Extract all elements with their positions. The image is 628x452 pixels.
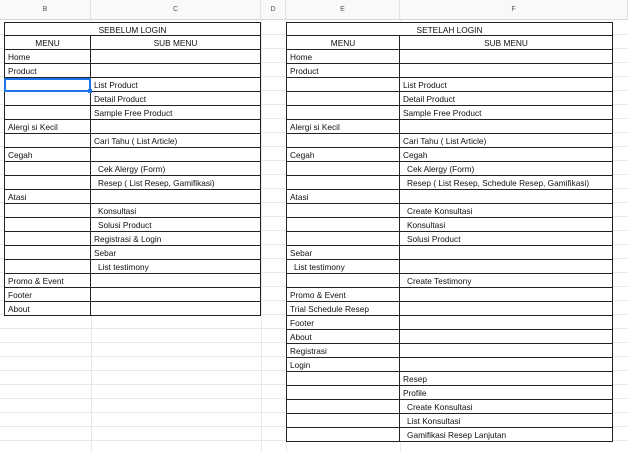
before-login-submenu-cell[interactable]: Sample Free Product bbox=[91, 106, 261, 120]
after-login-menu-cell[interactable]: Trial Schedule Resep bbox=[286, 302, 400, 316]
after-login-menu-cell[interactable] bbox=[286, 78, 400, 92]
after-login-submenu-cell[interactable]: List Konsultasi bbox=[400, 414, 613, 428]
column-header-c[interactable]: C bbox=[91, 0, 261, 20]
after-login-menu-cell[interactable] bbox=[286, 414, 400, 428]
before-login-submenu-cell[interactable]: List Product bbox=[91, 78, 261, 92]
column-header-b[interactable]: B bbox=[0, 0, 91, 20]
before-login-submenu-cell[interactable]: Solusi Product bbox=[91, 218, 261, 232]
after-login-menu-cell[interactable] bbox=[286, 204, 400, 218]
before-login-title[interactable]: SEBELUM LOGIN bbox=[4, 22, 261, 36]
before-login-menu-cell[interactable] bbox=[4, 246, 91, 260]
before-login-header-menu[interactable]: MENU bbox=[4, 36, 91, 50]
after-login-submenu-cell[interactable] bbox=[400, 316, 613, 330]
before-login-menu-cell[interactable]: Home bbox=[4, 50, 91, 64]
gridline bbox=[261, 20, 262, 452]
after-login-submenu-cell[interactable]: Konsultasi bbox=[400, 218, 613, 232]
column-header-f[interactable]: F bbox=[400, 0, 628, 20]
after-login-submenu-cell[interactable]: Detail Product bbox=[400, 92, 613, 106]
column-header-d[interactable]: D bbox=[261, 0, 286, 20]
before-login-submenu-cell[interactable] bbox=[91, 302, 261, 316]
after-login-menu-cell[interactable] bbox=[286, 176, 400, 190]
after-login-submenu-cell[interactable]: Cek Alergy (Form) bbox=[400, 162, 613, 176]
before-login-submenu-cell[interactable]: Cek Alergy (Form) bbox=[91, 162, 261, 176]
before-login-submenu-cell[interactable] bbox=[91, 50, 261, 64]
after-login-menu-cell[interactable] bbox=[286, 162, 400, 176]
after-login-menu-cell[interactable]: About bbox=[286, 330, 400, 344]
after-login-submenu-cell[interactable]: Cegah bbox=[400, 148, 613, 162]
before-login-header-submenu[interactable]: SUB MENU bbox=[91, 36, 261, 50]
after-login-submenu-cell[interactable] bbox=[400, 50, 613, 64]
before-login-submenu-cell[interactable]: Konsultasi bbox=[91, 204, 261, 218]
after-login-menu-cell[interactable]: Footer bbox=[286, 316, 400, 330]
after-login-submenu-cell[interactable]: Create Konsultasi bbox=[400, 400, 613, 414]
after-login-menu-cell[interactable]: Alergi si Kecil bbox=[286, 120, 400, 134]
after-login-submenu-cell[interactable] bbox=[400, 344, 613, 358]
after-login-menu-cell[interactable] bbox=[286, 92, 400, 106]
after-login-submenu-cell[interactable] bbox=[400, 64, 613, 78]
before-login-menu-cell[interactable]: Promo & Event bbox=[4, 274, 91, 288]
after-login-submenu-cell[interactable] bbox=[400, 120, 613, 134]
after-login-submenu-cell[interactable]: Create Testimony bbox=[400, 274, 613, 288]
after-login-menu-cell[interactable]: Cegah bbox=[286, 148, 400, 162]
before-login-submenu-cell[interactable] bbox=[91, 274, 261, 288]
after-login-menu-cell[interactable] bbox=[286, 372, 400, 386]
after-login-submenu-cell[interactable]: Cari Tahu ( List Article) bbox=[400, 134, 613, 148]
before-login-menu-cell[interactable]: Footer bbox=[4, 288, 91, 302]
after-login-menu-cell[interactable]: Product bbox=[286, 64, 400, 78]
after-login-header-submenu[interactable]: SUB MENU bbox=[400, 36, 613, 50]
after-login-submenu-cell[interactable] bbox=[400, 302, 613, 316]
after-login-submenu-cell[interactable]: List Product bbox=[400, 78, 613, 92]
before-login-menu-cell[interactable] bbox=[4, 176, 91, 190]
before-login-submenu-cell[interactable] bbox=[91, 148, 261, 162]
after-login-menu-cell[interactable] bbox=[286, 106, 400, 120]
after-login-menu-cell[interactable]: Promo & Event bbox=[286, 288, 400, 302]
fill-handle[interactable] bbox=[88, 89, 92, 93]
after-login-submenu-cell[interactable]: Profile bbox=[400, 386, 613, 400]
after-login-submenu-cell[interactable]: Create Konsultasi bbox=[400, 204, 613, 218]
before-login-submenu-cell[interactable] bbox=[91, 64, 261, 78]
after-login-title[interactable]: SETELAH LOGIN bbox=[286, 22, 613, 36]
before-login-menu-cell[interactable]: Cegah bbox=[4, 148, 91, 162]
after-login-menu-cell[interactable] bbox=[286, 218, 400, 232]
after-login-submenu-cell[interactable] bbox=[400, 260, 613, 274]
after-login-submenu-cell[interactable] bbox=[400, 190, 613, 204]
before-login-menu-cell[interactable]: Product bbox=[4, 64, 91, 78]
after-login-submenu-cell[interactable]: Solusi Product bbox=[400, 232, 613, 246]
after-login-menu-cell[interactable] bbox=[286, 428, 400, 442]
after-login-menu-cell[interactable]: Registrasi bbox=[286, 344, 400, 358]
selected-cell[interactable] bbox=[4, 78, 91, 92]
after-login-submenu-cell[interactable] bbox=[400, 246, 613, 260]
after-login-menu-cell[interactable]: Atasi bbox=[286, 190, 400, 204]
before-login-menu-cell[interactable]: Alergi si Kecil bbox=[4, 120, 91, 134]
after-login-menu-cell[interactable] bbox=[286, 386, 400, 400]
before-login-menu-cell[interactable] bbox=[4, 162, 91, 176]
before-login-submenu-cell[interactable]: Registrasi & Login bbox=[91, 232, 261, 246]
before-login-menu-cell[interactable] bbox=[4, 92, 91, 106]
after-login-submenu-cell[interactable]: Gamifikasi Resep Lanjutan bbox=[400, 428, 613, 442]
before-login-menu-cell[interactable] bbox=[4, 106, 91, 120]
before-login-submenu-cell[interactable]: Sebar bbox=[91, 246, 261, 260]
after-login-submenu-cell[interactable] bbox=[400, 358, 613, 372]
after-login-menu-cell[interactable]: List testimony bbox=[286, 260, 400, 274]
before-login-menu-cell[interactable] bbox=[4, 260, 91, 274]
before-login-menu-cell[interactable] bbox=[4, 218, 91, 232]
before-login-menu-cell[interactable] bbox=[4, 134, 91, 148]
before-login-menu-cell[interactable]: About bbox=[4, 302, 91, 316]
before-login-submenu-cell[interactable]: List testimony bbox=[91, 260, 261, 274]
before-login-submenu-cell[interactable] bbox=[91, 190, 261, 204]
before-login-menu-cell[interactable]: Atasi bbox=[4, 190, 91, 204]
before-login-submenu-cell[interactable]: Resep ( List Resep, Gamifikasi) bbox=[91, 176, 261, 190]
before-login-menu-cell[interactable] bbox=[4, 204, 91, 218]
after-login-menu-cell[interactable] bbox=[286, 274, 400, 288]
before-login-submenu-cell[interactable] bbox=[91, 120, 261, 134]
before-login-menu-cell[interactable] bbox=[4, 232, 91, 246]
after-login-menu-cell[interactable]: Home bbox=[286, 50, 400, 64]
after-login-submenu-cell[interactable] bbox=[400, 288, 613, 302]
before-login-submenu-cell[interactable]: Detail Product bbox=[91, 92, 261, 106]
after-login-submenu-cell[interactable]: Resep bbox=[400, 372, 613, 386]
after-login-submenu-cell[interactable]: Sample Free Product bbox=[400, 106, 613, 120]
after-login-menu-cell[interactable] bbox=[286, 134, 400, 148]
after-login-submenu-cell[interactable]: Resep ( List Resep, Schedule Resep, Gamifikasi) bbox=[400, 176, 613, 190]
after-login-menu-cell[interactable] bbox=[286, 400, 400, 414]
column-header-e[interactable]: E bbox=[286, 0, 400, 20]
after-login-menu-cell[interactable]: Sebar bbox=[286, 246, 400, 260]
before-login-submenu-cell[interactable] bbox=[91, 288, 261, 302]
after-login-menu-cell[interactable] bbox=[286, 232, 400, 246]
before-login-submenu-cell[interactable]: Cari Tahu ( List Article) bbox=[91, 134, 261, 148]
after-login-submenu-cell[interactable] bbox=[400, 330, 613, 344]
after-login-header-menu[interactable]: MENU bbox=[286, 36, 400, 50]
after-login-menu-cell[interactable]: Login bbox=[286, 358, 400, 372]
